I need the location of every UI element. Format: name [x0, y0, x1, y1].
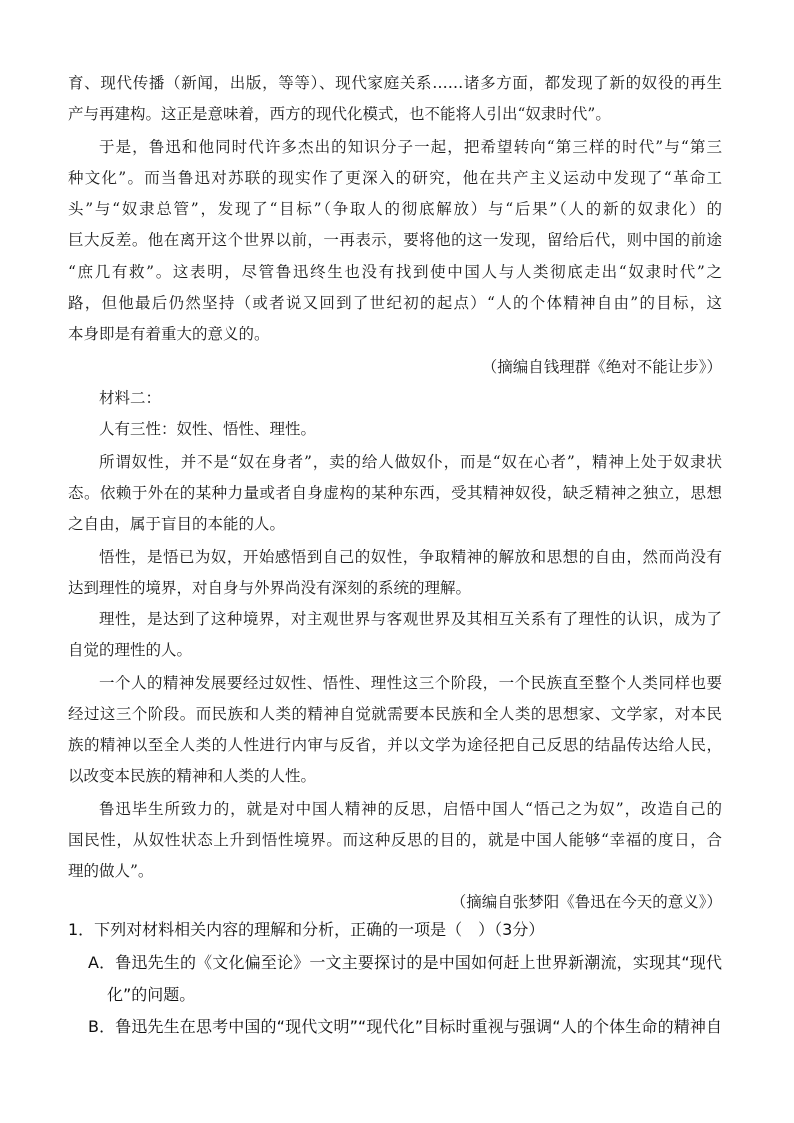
passage-line: 理的做人”。 — [68, 862, 154, 880]
option-a[interactable]: A．鲁迅先生的《文化偏至论》一文主要探讨的是中国如何赶上世界新潮流，实现其“现代 — [88, 953, 722, 972]
source-citation: （摘编自钱理群《绝对不能让步》） — [481, 358, 722, 376]
section-heading: 材料二： — [99, 389, 162, 407]
passage-line: 国民性，从奴性状态上升到悟性境界。而这种反思的目的，就是中国人能够“幸福的度日，合 — [68, 831, 722, 849]
passage-line: 悟性，是悟已为奴，开始感悟到自己的奴性，争取精神的解放和思想的自由，然而尚没有 — [99, 548, 722, 566]
passage-line: 以改变本民族的精神和人类的人性。 — [68, 767, 317, 785]
option-b[interactable]: B．鲁迅先生在思考中国的“现代文明”“现代化”目标时重视与强调“人的个体生命的精神自 — [88, 1017, 722, 1036]
passage-line: 态。依赖于外在的某种力量或者自身虚构的某种东西，受其精神奴役，缺乏精神之独立，思想 — [68, 484, 722, 502]
passage-line: 之自由，属于盲目的本能的人。 — [68, 515, 286, 533]
passage-line: 于是，鲁迅和他同时代许多杰出的知识分子一起，把希望转向“第三样的时代”与“第三 — [99, 138, 722, 156]
passage-line: 族的精神以至全人类的人性进行内审与反省，并以文学为途径把自己反思的结晶传达给人民， — [68, 736, 722, 754]
passage-line: 经过这三个阶段。而民族和人类的精神自觉就需要本民族和全人类的思想家、文学家，对本民 — [68, 705, 722, 723]
passage-line: 理性，是达到了这种境界，对主观世界与客观世界及其相互关系有了理性的认识，成为了 — [99, 610, 722, 628]
passage-line: 达到理性的境界，对自身与外界尚没有深刻的系统的理解。 — [68, 579, 472, 597]
passage-line: 人有三性：奴性、悟性、理性。 — [99, 420, 317, 438]
passage-line: 育、现代传播（新闻，出版，等等）、现代家庭关系……诸多方面，都发现了新的奴役的再生 — [68, 74, 722, 92]
passage-line: 本身即是有着重大的意义的。 — [68, 325, 270, 343]
passage-line: 一个人的精神发展要经过奴性、悟性、理性这三个阶段，一个民族直至整个人类同样也要 — [99, 674, 722, 692]
question-stem: 1．下列对材料相关内容的理解和分析，正确的一项是（ ）（3分） — [68, 920, 545, 939]
passage-line: 头”与“奴隶总管”，发现了“目标”（争取人的彻底解放）与“后果”（人的新的奴隶化）的 — [68, 200, 722, 218]
passage-line: 所谓奴性，并不是“奴在身者”，卖的给人做奴仆，而是“奴在心者”，精神上处于奴隶状 — [99, 453, 722, 471]
passage-line: 自觉的理性的人。 — [68, 641, 193, 659]
passage-line: 产与再建构。这正是意味着，西方的现代化模式，也不能将人引出“奴隶时代”。 — [68, 105, 611, 123]
source-citation: （摘编自张梦阳《鲁迅在今天的意义》） — [450, 893, 722, 911]
passage-line: 路，但他最后仍然坚持（或者说又回到了世纪初的起点）“人的个体精神自由”的目标，这 — [68, 294, 722, 312]
passage-line: “庶几有救”。这表明，尽管鲁迅终生也没有找到使中国人与人类彻底走出“奴隶时代”之 — [68, 263, 722, 281]
passage-line: 巨大反差。他在离开这个世界以前，一再表示，要将他的这一发现，留给后代，则中国的前途 — [68, 231, 722, 249]
passage-line: 鲁迅毕生所致力的，就是对中国人精神的反思，启悟中国人“悟己之为奴”，改造自己的 — [99, 800, 722, 818]
passage-line: 种文化”。而当鲁迅对苏联的现实作了更深入的研究，他在共产主义运动中发现了“革命工 — [68, 169, 722, 187]
option-a-continuation: 化”的问题。 — [107, 985, 196, 1004]
